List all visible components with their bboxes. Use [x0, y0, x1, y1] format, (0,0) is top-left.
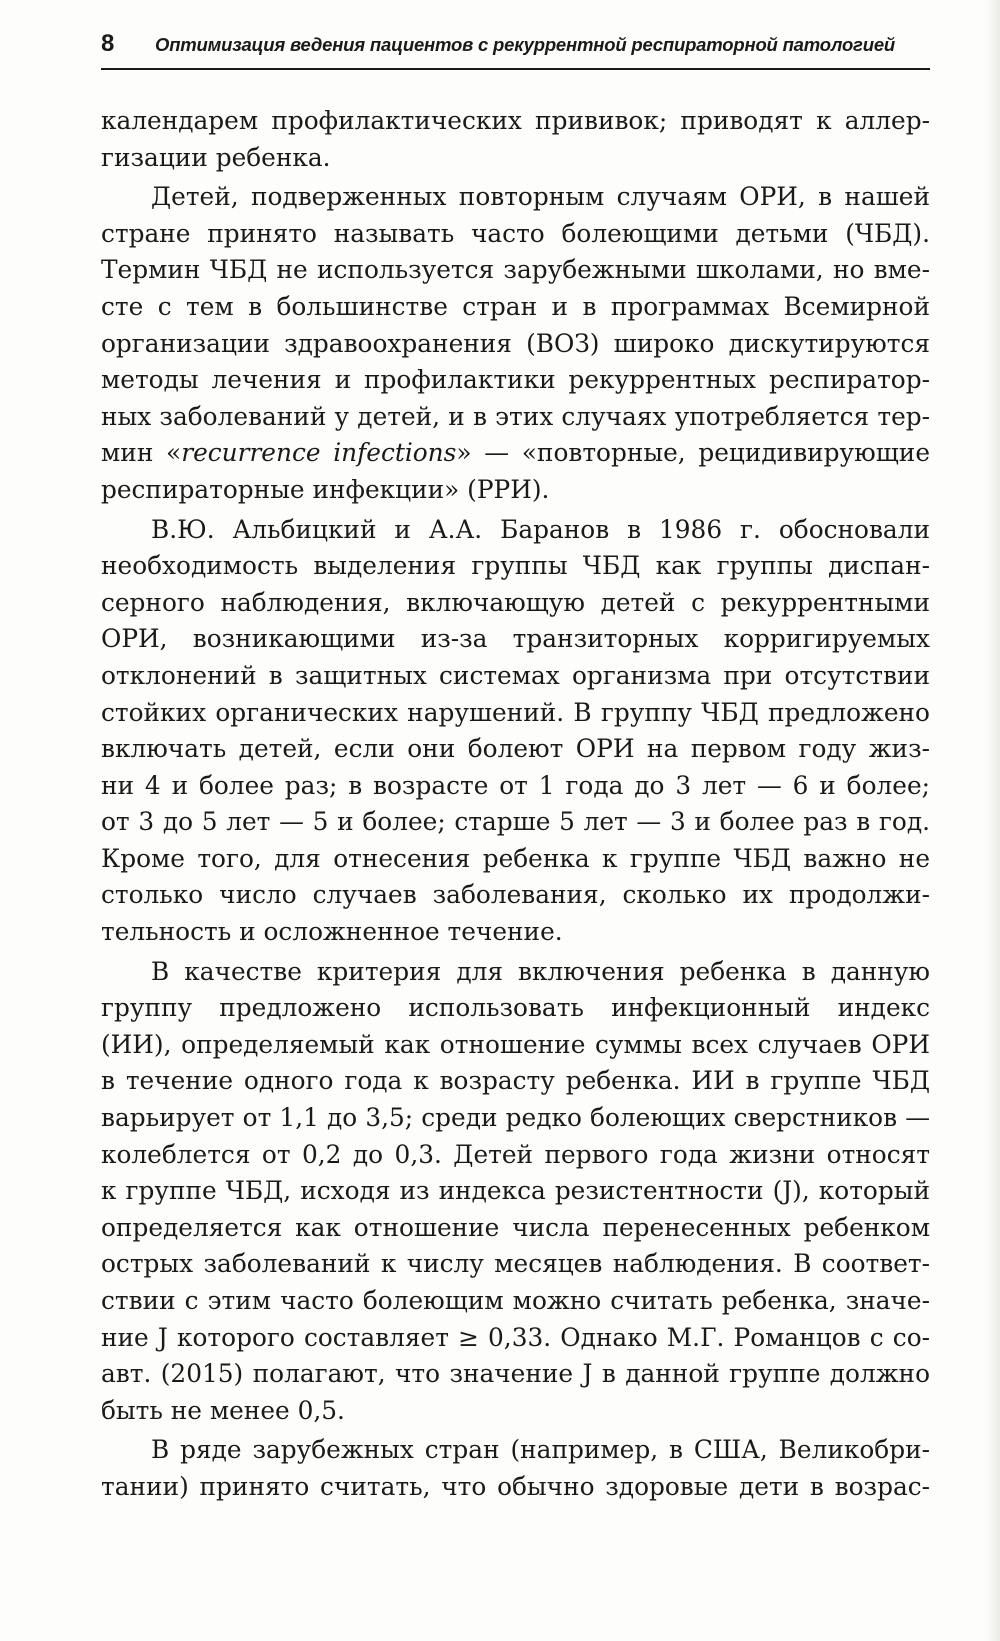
paragraph [101, 954, 930, 1430]
text-line: включать детей, если они болеют ОРИ на первом году жиз- [101, 734, 930, 764]
text-line: тании) принято считать, что обычно здоровые дети в возрас- [101, 1471, 930, 1501]
text-line: организации здравоохранения (ВОЗ) широко дискутируются [101, 328, 930, 358]
text-line: отклонений в защитных системах организма при отсутствии [101, 660, 930, 690]
paragraph [101, 1432, 930, 1505]
text-line: ни 4 и более раз; в возрасте от 1 года до 3 лет — 6 и более; [101, 770, 930, 800]
text-line: серного наблюдения, включающую детей с рекуррентными [101, 587, 930, 617]
text-line: от 3 до 5 лет — 5 и более; старше 5 лет — 3 и более раз в год. [101, 807, 930, 837]
text-line: стойких органических нарушений. В группу ЧБД предложено [101, 697, 930, 727]
text-line: ние J которого составляет ≥ 0,33. Однако М.Г. Романцов с со- [101, 1322, 930, 1352]
text-line: группу предложено использовать инфекционный индекс [101, 993, 930, 1023]
text-line: сте с тем в большинстве стран и в программах Всемирной [101, 291, 930, 321]
text-fragment: » — «повторные, рецидивирующие [456, 438, 930, 468]
running-header [101, 28, 930, 70]
text-line: стране принято называть часто болеющими детьми (ЧБД). [101, 218, 930, 248]
text-line: столько число случаев заболевания, сколько их продолжи- [101, 880, 930, 910]
paragraph [101, 512, 930, 951]
text-line: ных заболеваний у детей, и в этих случаях употребляется тер- [101, 401, 930, 431]
text-line: необходимость выделения группы ЧБД как группы диспан- [101, 551, 930, 581]
text-line: гизации ребенка. [101, 142, 331, 172]
text-line: В.Ю. Альбицкий и А.А. Баранов в 1986 г. обосновали [151, 514, 930, 544]
text-line: календарем профилактических прививок; приводят к аллер- [101, 106, 930, 135]
text-line-with-term [101, 435, 930, 472]
text-line: варьирует от 1,1 до 3,5; среди редко болеющих сверстников — [101, 1103, 930, 1133]
text-line: в течение одного года к возрасту ребенка. ИИ в группе ЧБД [101, 1066, 930, 1096]
paragraph [101, 103, 930, 176]
text-line: ОРИ, возникающими из-за транзиторных корригируемых [101, 624, 930, 654]
text-line: быть не менее 0,5. [101, 1395, 345, 1425]
paragraph [101, 179, 930, 508]
text-line: Кроме того, для отнесения ребенка к группе ЧБД важно не [101, 843, 930, 873]
text-line: Термин ЧБД не используется зарубежными школами, но вме- [101, 255, 930, 285]
text-line: (ИИ), определяемый как отношение суммы всех случаев ОРИ [101, 1029, 930, 1059]
body-text [101, 103, 930, 1506]
text-line: колеблется от 0,2 до 0,3. Детей первого года жизни относят [101, 1139, 930, 1169]
text-line: авт. (2015) полагают, что значение J в данной группе должно [101, 1359, 930, 1389]
text-line: острых заболеваний к числу месяцев наблюдения. В соответ- [101, 1249, 930, 1279]
text-line: методы лечения и профилактики рекуррентных респиратор- [101, 365, 930, 395]
text-line: к группе ЧБД, исходя из индекса резистентности (J), который [101, 1176, 930, 1206]
text-line: респираторные инфекции» (РРИ). [101, 474, 550, 504]
english-term: recurrence infections [181, 438, 457, 468]
page-edge-shadow [986, 0, 1000, 1641]
running-title: Оптимизация ведения пациентов с рекуррентной респираторной патологией [155, 34, 896, 55]
text-line: ствии с этим часто болеющим можно считать ребенка, значе- [101, 1286, 930, 1315]
text-line: определяется как отношение числа перенесенных ребенком [101, 1212, 930, 1242]
page-number: 8 [101, 30, 115, 57]
text-line: В качестве критерия для включения ребенка в данную [151, 956, 930, 986]
text-fragment: мин « [101, 438, 182, 468]
text-line: Детей, подверженных повторным случаям ОРИ, в нашей [151, 182, 930, 212]
text-line: тельность и осложненное течение. [101, 917, 563, 947]
text-line: В ряде зарубежных стран (например, в США, Великобри- [151, 1435, 930, 1465]
